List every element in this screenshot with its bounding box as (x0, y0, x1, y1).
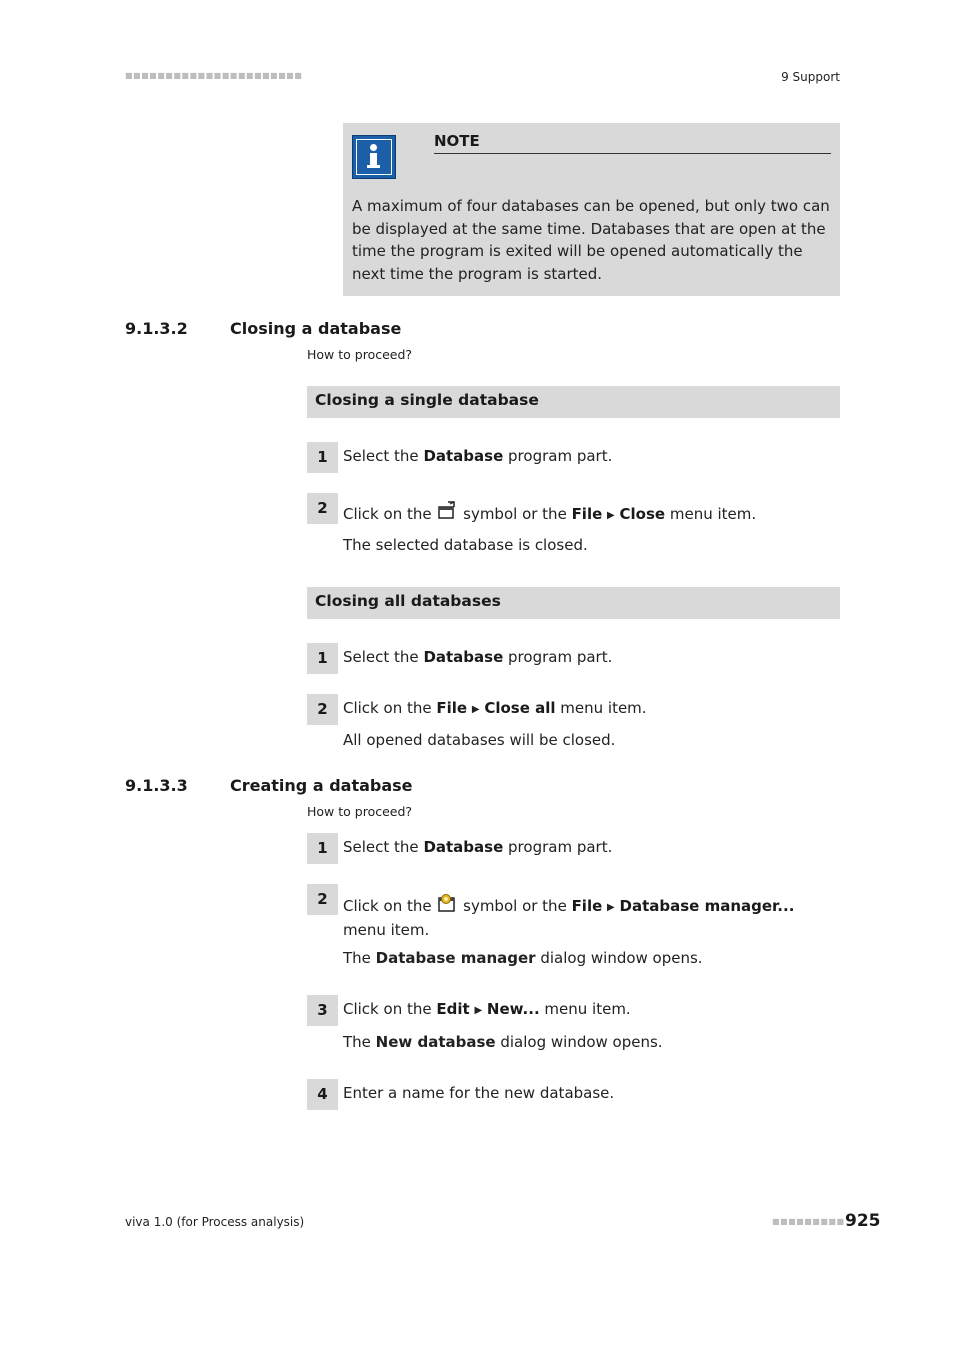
how-to-proceed: How to proceed? (307, 347, 413, 362)
section-title: Creating a database (230, 776, 413, 795)
step-text: Click on the Edit ▶ New... menu item. (343, 1000, 631, 1018)
step-text: Select the Database program part. (343, 447, 613, 465)
section-number: 9.1.3.2 (125, 319, 188, 338)
note-text: A maximum of four databases can be opened, but only two can be displayed at the same time. Databases that are open at the time the program is exited will be opened automatically the next time the program is started. (352, 197, 830, 283)
step-number: 2 (307, 493, 338, 524)
footer-decoration: ■■■■■■■■■ (772, 1217, 845, 1226)
section-number: 9.1.3.3 (125, 776, 188, 795)
step-text: Click on the File ▶ Close all menu item. (343, 699, 647, 717)
step-number: 1 (307, 643, 338, 674)
subsection-title: Closing all databases (315, 592, 501, 610)
step-number: 1 (307, 833, 338, 864)
step-text: Enter a name for the new database. (343, 1084, 615, 1102)
product-name: viva 1.0 (for Process analysis) (125, 1215, 305, 1229)
info-icon (352, 135, 396, 179)
note-box (343, 123, 840, 296)
chapter-title: 9 Support (781, 70, 840, 84)
step-number: 2 (307, 884, 338, 915)
step-result: The New database dialog window opens. (343, 1033, 663, 1051)
section-title: Closing a database (230, 319, 402, 338)
close-database-icon (437, 501, 457, 525)
subsection-bar (307, 587, 840, 619)
step-text: Select the Database program part. (343, 838, 613, 856)
step-text: Click on the symbol or the File ▶ Close menu item. (343, 501, 756, 525)
page-number: 925 (845, 1211, 881, 1231)
note-title: NOTE (434, 132, 831, 154)
step-result: The Database manager dialog window opens. (343, 949, 703, 967)
step-text: Select the Database program part. (343, 648, 613, 666)
step-result: All opened databases will be closed. (343, 731, 616, 749)
step-number: 1 (307, 442, 338, 473)
step-number: 2 (307, 694, 338, 725)
step-text: Click on the symbol or the File ▶ Database manager... menu item. (343, 893, 833, 941)
subsection-bar (307, 386, 840, 418)
step-number: 4 (307, 1079, 338, 1110)
how-to-proceed: How to proceed? (307, 804, 413, 819)
step-result: The selected database is closed. (343, 536, 588, 554)
header-decoration: ■■■■■■■■■■■■■■■■■■■■■■ (125, 71, 303, 80)
subsection-title: Closing a single database (315, 391, 539, 409)
step-number: 3 (307, 995, 338, 1026)
database-manager-icon (437, 893, 457, 919)
